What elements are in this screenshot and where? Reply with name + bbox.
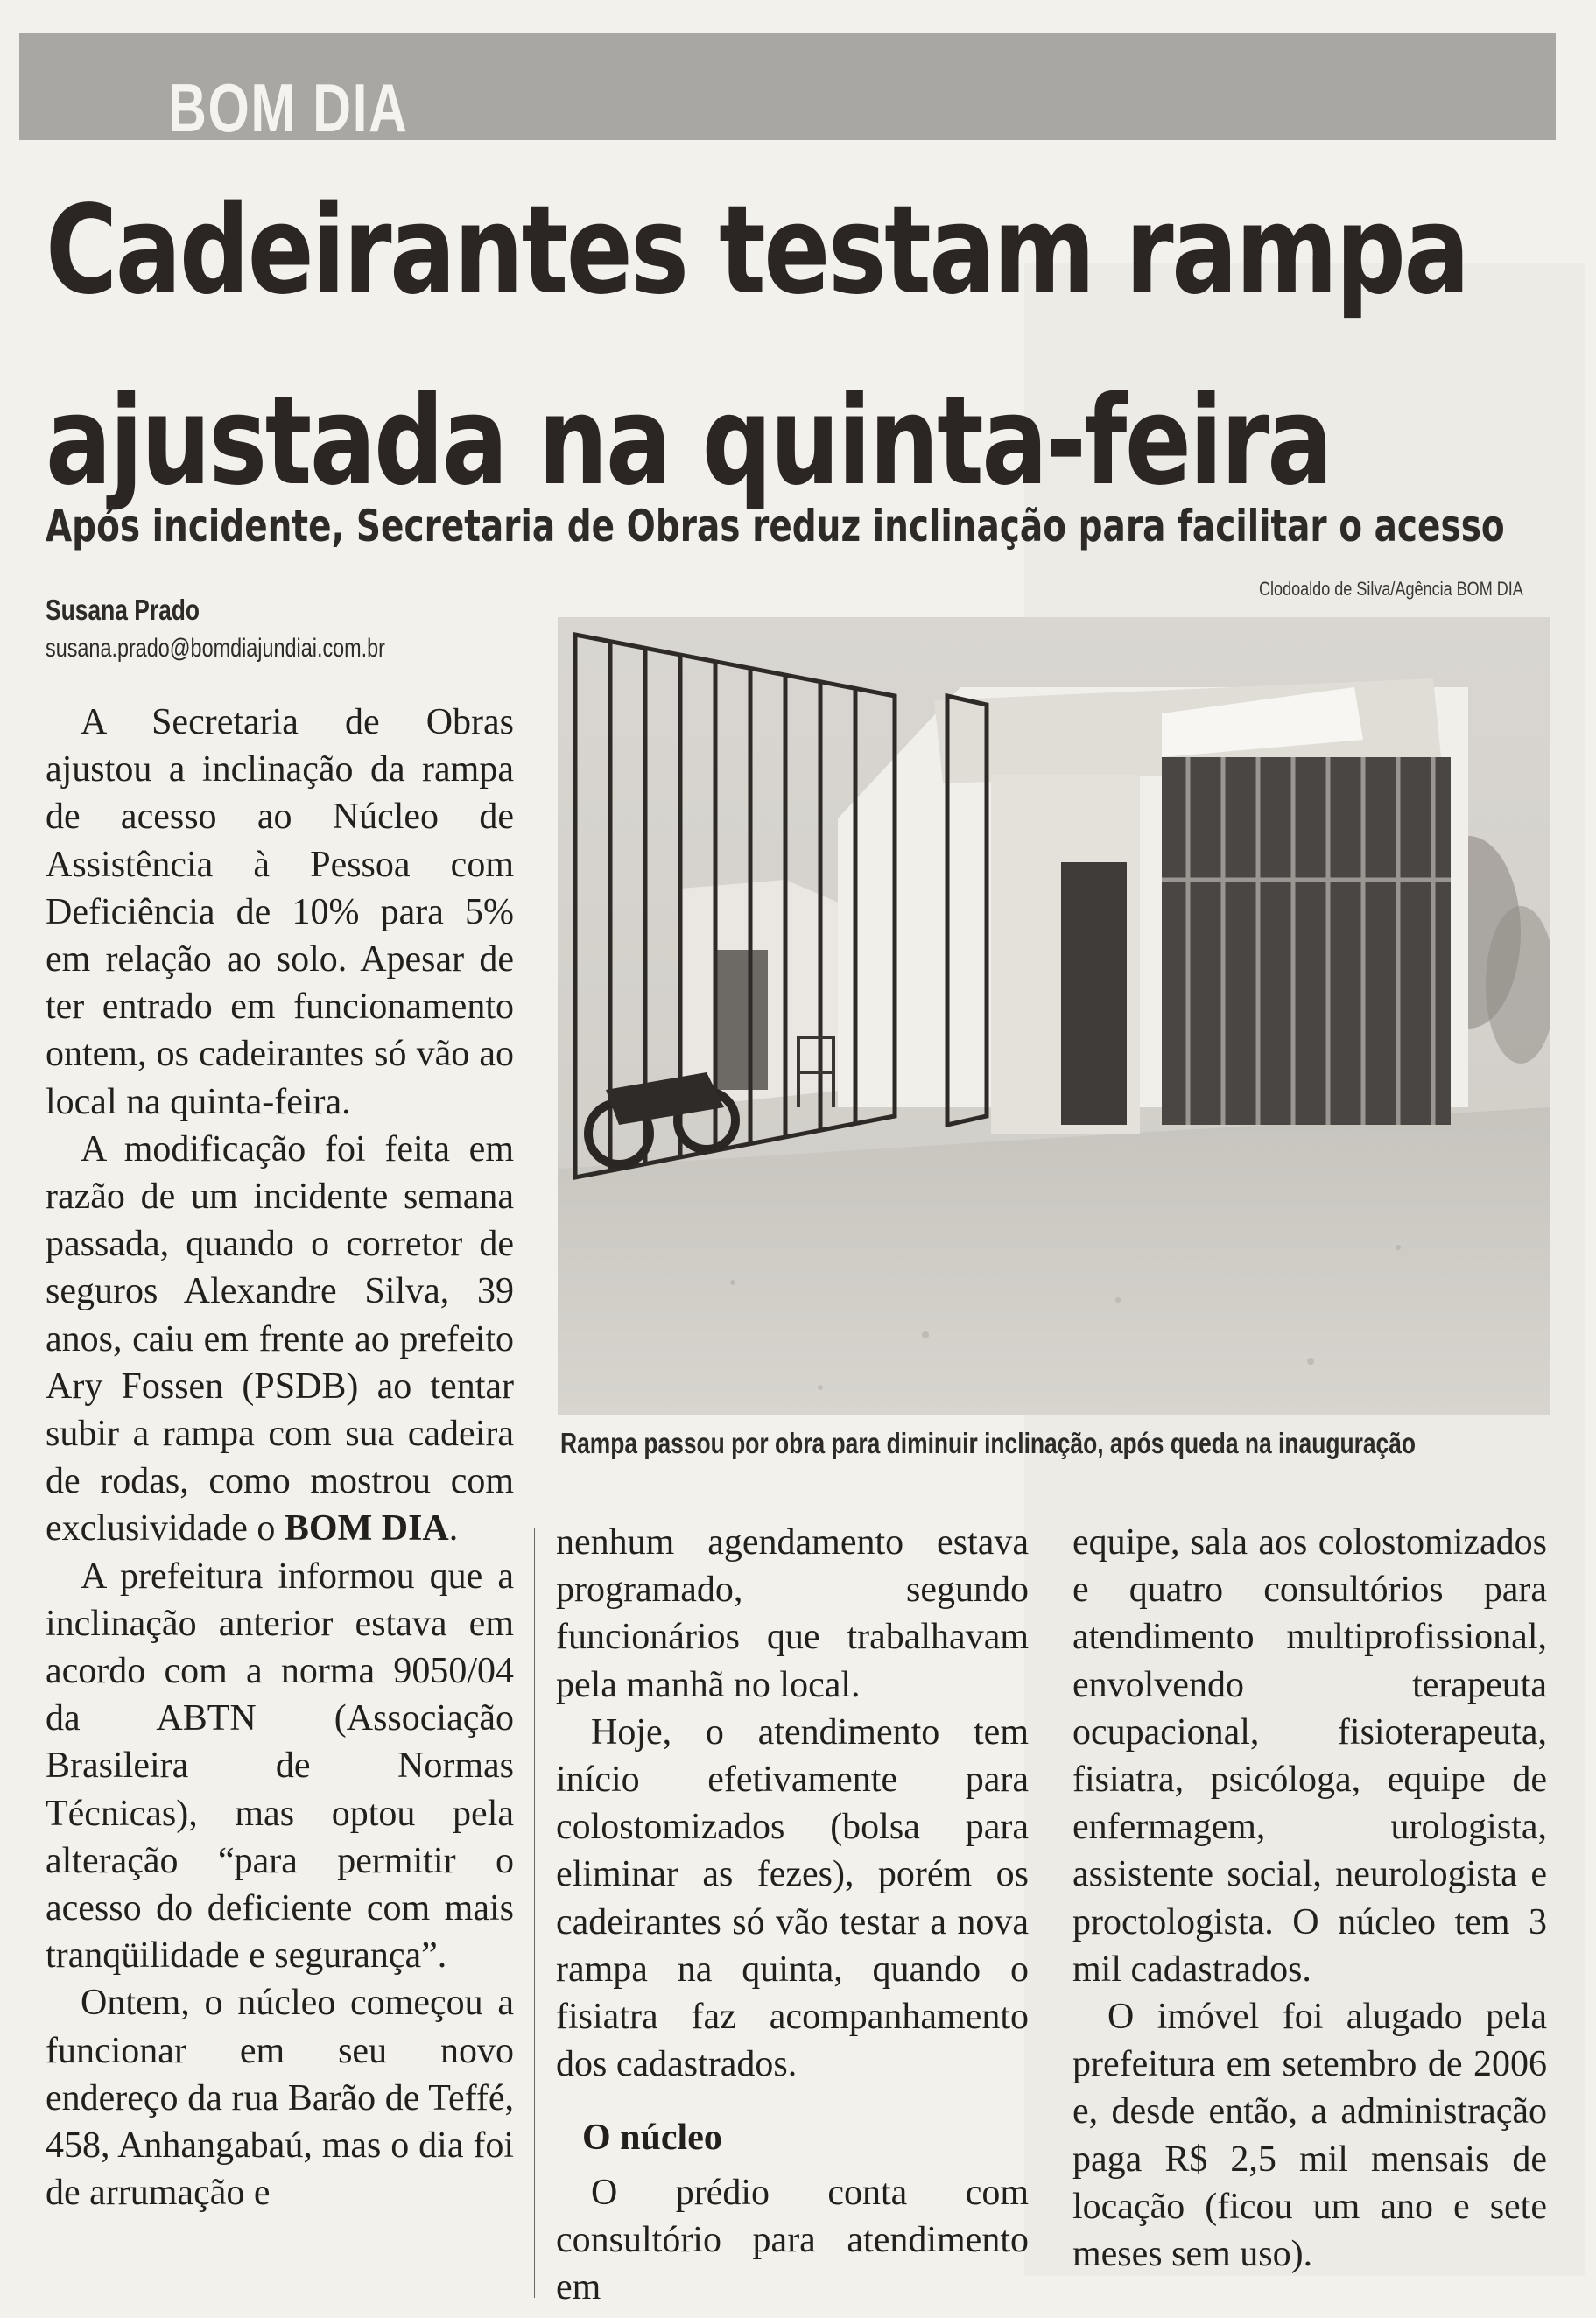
photo-caption: Rampa passou por obra para diminuir inclinação, após queda na inauguração	[560, 1427, 1417, 1459]
paragraph: Ontem, o núcleo começou a funcionar em seu novo endereço da rua Barão de Teffé, 458, Anhangabaú, mas o dia foi de arrumação e	[46, 1983, 514, 2214]
paragraph-text: A modificação foi feita em razão de um incidente semana passada, quando o corretor de seguros Alexandre Silva, 39 anos, caiu em frente ao prefeito Ary Fossen (PSDB) ao tentar subir a rampa com sua cadeira de rodas, como mostrou com exclusividade o	[46, 1128, 514, 1549]
headline-line-2: ajustada na quinta-feira	[46, 370, 1332, 513]
headline	[46, 156, 1468, 537]
paragraph: equipe, sala aos colostomizados e quatro consultórios para atendimento multiprofissional, envolvendo terapeuta ocupacional, fisioterapeuta, fisiatra, psicóloga, equipe de enfermagem, urologista, assistente social, neurologista e proctologista. O núcleo tem 3 mil cadastrados.	[1072, 1522, 1547, 1990]
column-right	[1072, 1519, 1547, 2278]
section-label: BOM DIA	[168, 69, 409, 146]
paragraph: O prédio conta com consultório para atendimento em	[556, 2172, 1029, 2308]
column-left	[46, 699, 514, 2217]
author-email: susana.prado@bomdiajundiai.com.br	[46, 634, 385, 663]
photo-credit: Clodoaldo de Silva/Agência BOM DIA	[1259, 578, 1523, 600]
column-middle	[556, 1519, 1029, 2311]
subheadline: Após incidente, Secretaria de Obras reduz inclinação para facilitar o acesso	[46, 501, 1505, 551]
column-divider	[534, 1528, 535, 2298]
paragraph: A prefeitura informou que a inclinação anterior estava em acordo com a norma 9050/04 da ABTN (Associação Brasileira de Normas Técnicas), mas optou pela alteração “para permitir o acesso do deficiente com mais tranqüilidade e segurança”.	[46, 1556, 514, 1977]
paragraph: O imóvel foi alugado pela prefeitura em setembro de 2006 e, desde então, a administração paga R$ 2,5 mil mensais de locação (ficou um ano e sete meses sem uso).	[1072, 1997, 1547, 2275]
section-banner	[19, 33, 1556, 146]
paragraph: Hoje, o atendimento tem início efetivamente para colostomizados (bolsa para eliminar as fezes), porém os cadeirantes só vão testar a nova rampa na quinta, quando o fisiatra faz acompanhamento dos cadastrados.	[556, 1711, 1029, 2085]
photo-illustration	[558, 617, 1550, 1415]
building-photo	[558, 617, 1550, 1415]
paragraph: A Secretaria de Obras ajustou a inclinação da rampa de acesso ao Núcleo de Assistência à Pessoa com Deficiência de 10% para 5% em relação ao solo. Apesar de ter entrado em funcionamento ontem, os cadeirantes só vão ao local na quinta-feira.	[46, 702, 514, 1122]
paragraph: nenhum agendamento estava programado, segundo funcionários que trabalhavam pela manhã no local.	[556, 1522, 1029, 1705]
paragraph-end: .	[448, 1508, 459, 1549]
section-subtitle: O núcleo	[582, 2118, 722, 2159]
author-name: Susana Prado	[46, 594, 200, 626]
paragraph	[46, 1126, 514, 1553]
brand-name: BOM DIA	[284, 1508, 449, 1549]
headline-line-1: Cadeirantes testam rampa	[46, 179, 1468, 322]
